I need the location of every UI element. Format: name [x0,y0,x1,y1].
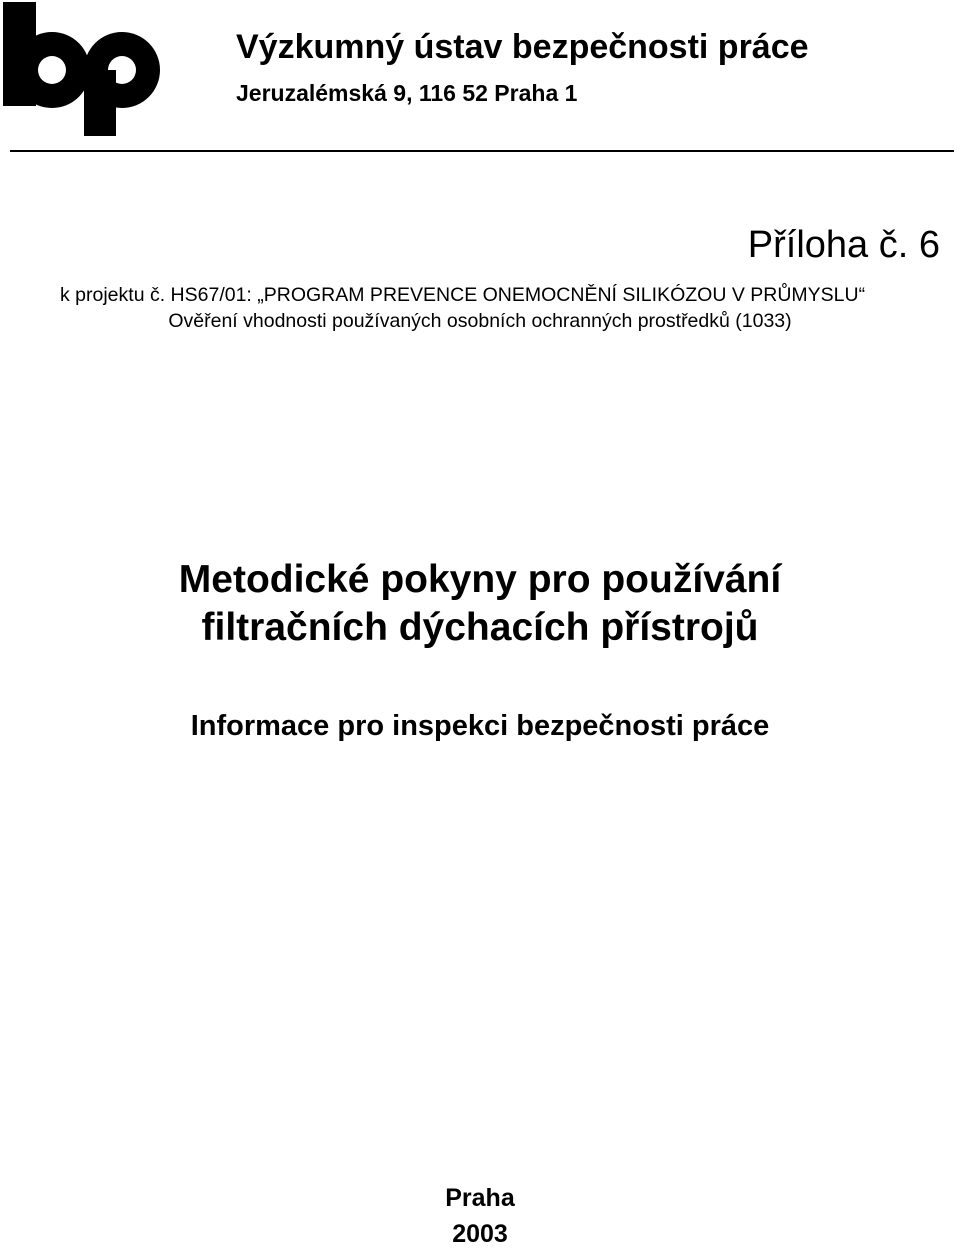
publication-place: Praha [445,1184,515,1212]
institute-address: Jeruzalémská 9, 116 52 Praha 1 [236,80,578,106]
institute-name: Výzkumný ústav bezpečnosti práce [236,28,809,66]
document-title-line-2: filtračních dýchacích přístrojů [201,606,759,649]
annex-label: Příloha č. 6 [747,224,940,266]
document-title-line-1: Metodické pokyny pro používání [178,558,782,601]
publication-year: 2003 [452,1220,508,1248]
document-title [0,556,960,652]
bp-logo [0,0,170,136]
header-divider [10,150,954,152]
document-audience: Informace pro inspekci bezpečnosti práce [190,710,770,742]
project-subtitle: Ověření vhodnosti používaných osobních ochranných prostředků (1033) [168,310,792,332]
project-reference: k projektu č. HS67/01: „PROGRAM PREVENCE ONEMOCNĚNÍ SILIKÓZOU V PRŮMYSLU“ [60,284,866,306]
